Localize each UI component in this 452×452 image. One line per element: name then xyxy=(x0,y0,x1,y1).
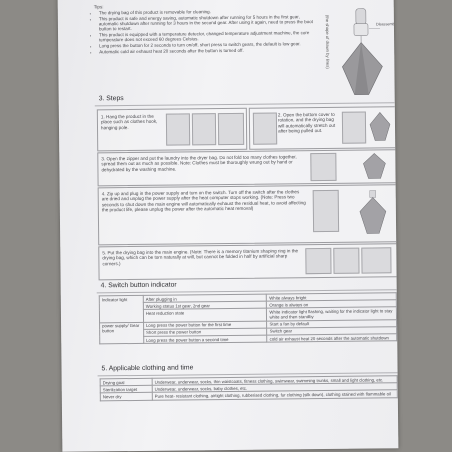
table-cell: Never dry xyxy=(100,393,152,401)
table-cell: Heat reduction state xyxy=(143,308,267,321)
diagram-right-label: Disassemble xyxy=(375,22,398,27)
step-3-image xyxy=(310,153,336,181)
dryer-bag-illustration xyxy=(360,152,388,179)
step-2-box xyxy=(249,106,397,150)
step-5-box xyxy=(98,243,398,280)
step-1-image xyxy=(218,113,244,145)
step-4-box xyxy=(98,184,399,245)
dryer-bag-illustration xyxy=(368,111,392,141)
tips-list xyxy=(92,8,317,55)
table-cell: Long press the power button a second time xyxy=(144,335,268,343)
table-cell: Underwear, underwear, socks, baby clothes, etc. xyxy=(152,383,397,393)
table-cell: cold air exhaust heat 20 seconds after the automatic shutdown xyxy=(267,334,397,343)
table-cell: Sterilization target xyxy=(100,385,152,393)
step-5-text: 5. Put the drying bag into the main engine. (Note: There is a memory titanium shaping ring in the drying bag, which can be torn naturally at will, but cannot be folded in half by artificial sharp corners.) xyxy=(102,248,299,267)
step-1-image xyxy=(192,113,216,145)
table-cell: Working status 1st gear, 2nd gear xyxy=(143,301,267,309)
step-1-text: 1. Hang the product in the place such as clothes hook, hanging pole. xyxy=(100,113,158,131)
table-cell: Short press the power button xyxy=(144,328,268,336)
table-cell: Indicator light xyxy=(99,295,143,322)
table-cell: Drying goal xyxy=(100,378,152,386)
step-4-text: 4. Zip up and plug in the power supply and turn on the switch. Turn off the switch after the clothes are dried and unplug the power supply after the heat computer stops working. (Note: Press two seconds to shut down the main engine will automatically exhaust the residual heat, to avoid affecting the product life, please unplug the power after the automatic heat removal) xyxy=(101,189,306,213)
steps-heading: 3. Steps xyxy=(98,95,124,103)
clothing-heading: 5. Applicable clothing and time xyxy=(101,364,194,373)
tip-item: • Automatic cold air exhaust heat 20 seconds after the button is turned off. xyxy=(99,47,317,55)
indicator-table xyxy=(99,292,397,344)
table-cell: Pure heat- resistant clothing, airtight clothing, rubberised clothing, fur clothing (silk down), clothing stained with flammable oil xyxy=(152,390,397,400)
tip-item: • This product is equipped with a temperature detector, changed temperature adjustment machine, the core temperature does not exceed 60 degrees Celsius. xyxy=(99,30,317,43)
table-cell: Orange is always on xyxy=(267,300,397,309)
diagram-vertical-label: (the shape of drawn by lines) xyxy=(324,14,331,69)
step-5-image xyxy=(361,247,391,273)
step-3-text: 3. Open the zipper and put the laundry into the dryer bag. Do not fold too many clothes together, spread them out as much as possible. Note: Clothes must be thoroughly wrung out by hand or dehydrated by the washing machine. xyxy=(101,154,297,173)
step-1-box xyxy=(97,108,247,152)
tip-item: • This product is safe and energy saving, automatic shutdown after running for 5 hours in the first gear, automatic shutdown after running for 3 hours in the second gear. After using it again, need to press the boot button to restart. xyxy=(99,14,317,32)
dryer-bag-illustration xyxy=(357,189,389,235)
step-5-image xyxy=(333,248,359,274)
step-1-image xyxy=(166,113,190,145)
clothing-table xyxy=(100,375,398,401)
tip-item: • Long press the button for 2 seconds to turn on/off, short press to switch gears, the default is low gear. xyxy=(99,41,317,49)
table-cell: power supply/ Gear button xyxy=(100,322,144,344)
table-cell: After plugging in xyxy=(143,294,267,302)
tips-title: Tips: xyxy=(93,4,104,10)
tip-item: • The drying bag of this product is removable for cleaning. xyxy=(99,8,317,16)
table-cell: White always bright xyxy=(267,293,397,302)
step-5-image xyxy=(305,248,331,274)
indicator-heading: 4. Switch button indicator xyxy=(100,281,177,290)
step-2-image xyxy=(342,112,366,144)
step-3-box xyxy=(97,149,397,186)
manual-page xyxy=(58,0,399,452)
table-cell: Switch gear xyxy=(267,326,397,335)
step-2-image xyxy=(253,112,277,144)
table-cell: Start a fan by default xyxy=(267,319,397,328)
table-cell: Underwear, underwear, socks, thin waistcoats, fitness clothing, swimwear, swimming trunks, small and light clothing, etc. xyxy=(152,376,397,386)
step-2-text: 2. Open the bottom cover to rotation, and the drying bag will automatically stretch out after being pulled out. xyxy=(277,111,336,134)
table-cell: Long press the power button for the first time xyxy=(143,321,267,329)
dryer-product-diagram xyxy=(336,6,393,99)
step-4-image xyxy=(313,190,339,232)
table-cell: White indicator light flashing, waiting for the indicator light to stay white and then standby xyxy=(267,307,397,321)
